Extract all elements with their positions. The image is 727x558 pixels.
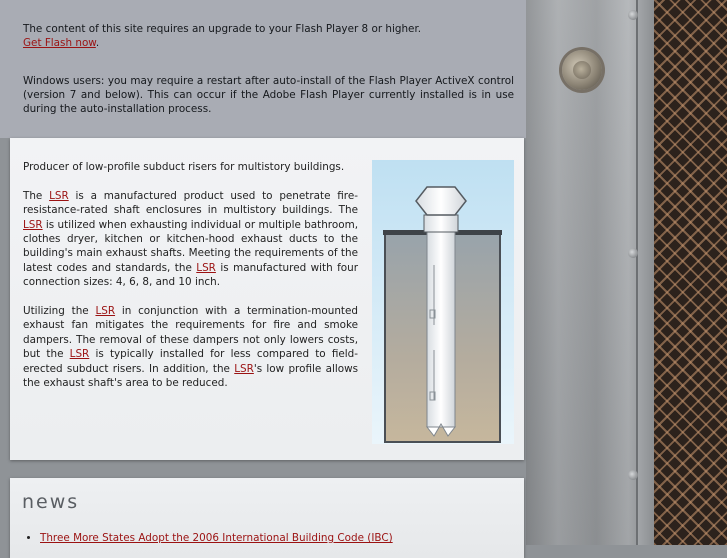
rivet-icon (628, 248, 638, 258)
text-fragment: The (23, 189, 50, 202)
lsr-link[interactable]: LSR (49, 189, 69, 202)
text-fragment: is utilized when exhausting individual or multiple bathroom, clothes dryer, kitchen or kitchen-hood exhaust ducts to the building's main exhaust shafts. Meeting the requirements of the latest codes and standards, the (23, 218, 358, 274)
rivet-icon (628, 10, 638, 20)
lsr-link[interactable]: LSR (196, 261, 216, 274)
windows-users-text: Windows users: you may require a restart after auto-install of the Flash Player ActiveX control (version 7 and below). This can occur if the Adobe Flash Player currently installed is in use during the auto-installation process. (23, 75, 514, 115)
news-heading: news (22, 491, 80, 513)
lsr-link[interactable]: LSR (23, 218, 43, 231)
lsr-link[interactable]: LSR (234, 362, 254, 375)
get-flash-suffix: . (95, 37, 100, 49)
text-fragment: in conjunction with a termination-mounted exhaust fan mitigates the requirements for fire and smoke dampers. The removal of these dampers not only lowers costs, but the (23, 305, 358, 361)
news-link[interactable]: Three More States Adopt the 2006 International Building Code (IBC) (40, 532, 393, 544)
text-fragment: 's low profile allows the exhaust shaft's area to be reduced. (23, 362, 358, 390)
intro-paragraph-1 (23, 189, 358, 290)
bolt-icon (562, 50, 602, 90)
lsr-link[interactable]: LSR (95, 305, 116, 318)
lsr-product-illustration (372, 160, 514, 444)
tagline: Producer of low-profile subduct risers for multistory buildings. (23, 161, 345, 173)
riser-pipe (427, 232, 455, 427)
intro-paragraph-2 (23, 304, 358, 390)
news-panel (10, 478, 524, 558)
text-fragment: is manufactured with four connection sizes: 4, 6, 8, and 10 inch. (23, 261, 358, 289)
text-fragment: Utilizing the (23, 305, 96, 318)
text-fragment: is a manufactured product used to penetrate fire-resistance-rated shaft enclosures in multistory buildings. The (23, 189, 358, 217)
flash-notice-text (23, 22, 514, 50)
lsr-link[interactable]: LSR (69, 348, 90, 361)
flash-required-text: The content of this site requires an upgrade to your Flash Player 8 or higher. (23, 23, 422, 35)
intro-text (23, 160, 358, 405)
lattice-pattern (654, 0, 727, 545)
main-content-panel (10, 138, 524, 460)
news-item (40, 532, 393, 544)
flash-upgrade-notice (0, 0, 526, 138)
get-flash-link[interactable]: Get Flash now (23, 37, 96, 49)
news-list (26, 532, 393, 544)
rivet-icon (628, 470, 638, 480)
text-fragment: is typically installed for less compared to field-erected subduct risers. In addition, the (23, 348, 358, 375)
termination-cap (416, 187, 466, 215)
collar (424, 215, 458, 232)
